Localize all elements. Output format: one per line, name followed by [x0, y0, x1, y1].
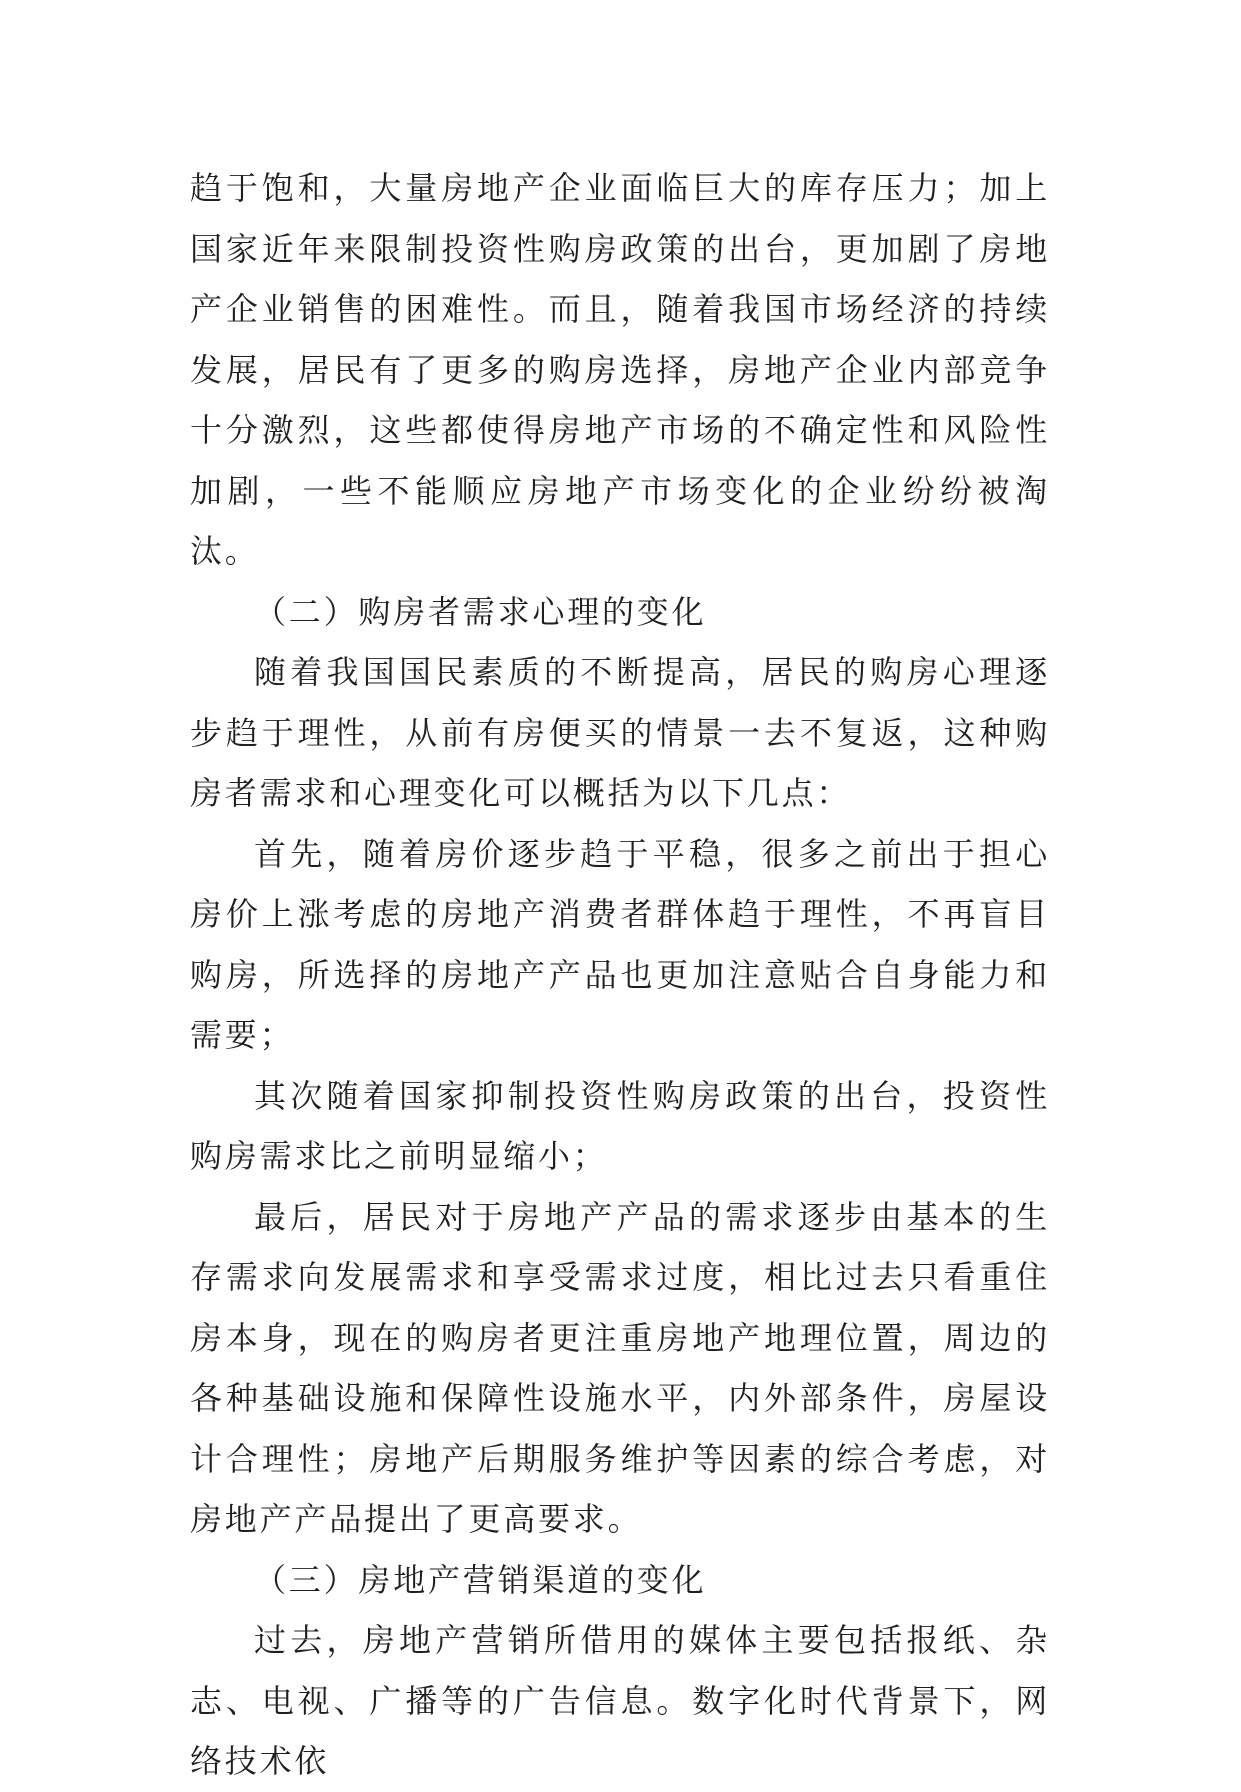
- paragraph-third-point: 最后，居民对于房地产产品的需求逐步由基本的生存需求向发展需求和享受需求过度，相比过去只看重住房本身，现在的购房者更注重房地产地理位置，周边的各种基础设施和保障性设施水平，内外部条件，房屋设计合理性；房地产后期服务维护等因素的综合考虑，对房地产产品提出了更高要求。: [190, 1197, 1050, 1538]
- paragraph-buyer-rationality: 随着我国国民素质的不断提高，居民的购房心理逐步趋于理性，从前有房便买的情景一去不复返，这种购房者需求和心理变化可以概括为以下几点：: [190, 653, 1050, 812]
- document-body: [190, 158, 1050, 1792]
- section-heading-buyer-psychology: （二）购房者需求心理的变化: [254, 592, 707, 631]
- paragraph-second-point: 其次随着国家抑制投资性购房政策的出台，投资性购房需求比之前明显缩小；: [190, 1076, 1050, 1175]
- paragraph-marketing-media: 过去，房地产营销所借用的媒体主要包括报纸、杂志、电视、广播等的广告信息。数字化时代背景下，网络技术依: [190, 1621, 1050, 1780]
- paragraph-market-saturation: 趋于饱和，大量房地产企业面临巨大的库存压力；加上国家近年来限制投资性购房政策的出台，更加剧了房地产企业销售的困难性。而且，随着我国市场经济的持续发展，居民有了更多的购房选择，房地产企业内部竞争十分激烈，这些都使得房地产市场的不确定性和风险性加剧，一些不能顺应房地产市场变化的企业纷纷被淘汰。: [190, 169, 1050, 570]
- section-heading-marketing-channels: （三）房地产营销渠道的变化: [254, 1560, 707, 1599]
- paragraph-first-point: 首先，随着房价逐步趋于平稳，很多之前出于担心房价上涨考虑的房地产消费者群体趋于理性，不再盲目购房，所选择的房地产产品也更加注意贴合自身能力和需要；: [190, 834, 1050, 1054]
